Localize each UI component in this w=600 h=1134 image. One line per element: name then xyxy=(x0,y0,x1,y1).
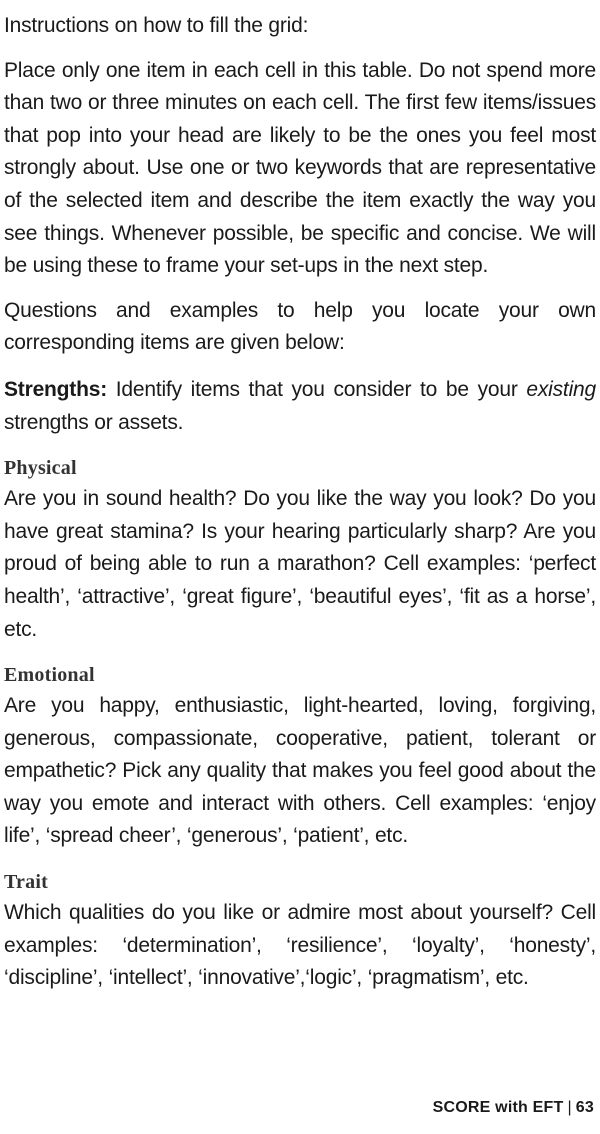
emotional-body: Are you happy, enthusiastic, light-hearted, loving, forgiving, generous, compassionate, cooperative, patient, tolerant or empathetic? Pick any quality that makes you feel good about the way you emote and interact with others. Cell examples: ‘enjoy life’, ‘spread cheer’, ‘generous’, ‘patient’, etc. xyxy=(4,694,596,848)
footer-separator: | xyxy=(567,1099,572,1116)
document-page xyxy=(4,10,596,995)
physical-heading: Physical xyxy=(4,457,77,480)
questions-paragraph: Questions and examples to help you locate your own corresponding items are given below: xyxy=(4,298,596,355)
physical-body: Are you in sound health? Do you like the way you look? Do you have great stamina? Is your hearing particularly sharp? Are you proud of being able to run a marathon? Cell examples: ‘perfect health’, ‘attractive’, ‘great figure’, ‘beautiful eyes’, ‘fit as a horse’, etc. xyxy=(4,487,596,641)
emotional-heading: Emotional xyxy=(4,664,95,687)
instructions-paragraph: Place only one item in each cell in this table. Do not spend more than two or three minutes on each cell. The first few items/issues that pop into your head are likely to be the ones you feel most strongly about. Use one or two keywords that are representative of the selected item and describe the item exactly the way you see things. Whenever possible, be specific and concise. We will be using these to frame your set-ups in the next step. xyxy=(4,58,596,278)
strengths-emphasis: existing xyxy=(526,377,596,401)
footer-page-number: 63 xyxy=(575,1099,594,1116)
trait-heading: Trait xyxy=(4,871,48,894)
footer-book-title: SCORE with EFT xyxy=(432,1099,564,1116)
strengths-text-before: Identify items that you consider to be your xyxy=(107,377,527,401)
intro-heading: Instructions on how to fill the grid: xyxy=(4,14,309,37)
trait-body: Which qualities do you like or admire most about yourself? Cell examples: ‘determination’, ‘resilience’, ‘loyalty’, ‘honesty’, ‘discipline’, ‘intellect’, ‘innovative’,‘logic’, ‘pragmatism’, etc. xyxy=(4,901,596,990)
strengths-text-after: strengths or assets. xyxy=(4,410,184,434)
page-footer xyxy=(433,1097,594,1119)
strengths-label: Strengths: xyxy=(4,377,108,401)
strengths-paragraph xyxy=(4,374,596,439)
